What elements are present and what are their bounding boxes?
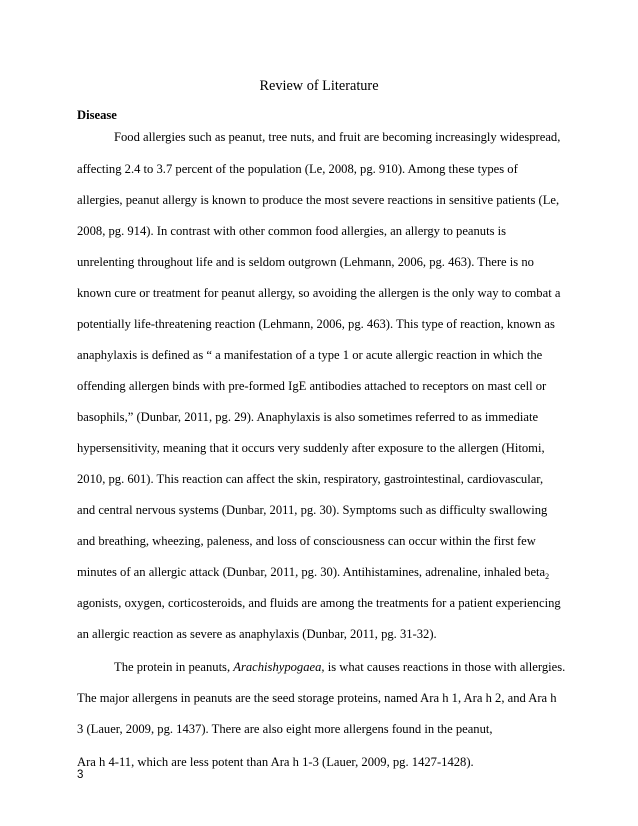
paragraph-1-line-9: offending allergen binds with pre-formed IgE antibodies attached to receptors on mast cell or <box>77 379 547 393</box>
paragraph-1-line-12: 2010, pg. 601). This reaction can affect the skin, respiratory, gastrointestinal, cardiovascular, <box>77 472 544 486</box>
paragraph-1-line-5: unrelenting throughout life and is seldom outgrown (Lehmann, 2006, pg. 463). There is no <box>77 255 534 269</box>
page-title: Review of Literature <box>259 78 379 94</box>
paragraph-1-line-17: an allergic reaction as severe as anaphylaxis (Dunbar, 2011, pg. 31-32). <box>77 627 437 641</box>
paragraph-2-intro: The protein in peanuts, <box>114 660 234 674</box>
paragraph-2-line-2: The major allergens in peanuts are the seed storage proteins, named Ara h 1, Ara h 2, and Ara h <box>77 691 557 705</box>
paragraph-1-line-6: known cure or treatment for peanut allergy, so avoiding the allergen is the only way to combat a <box>77 286 561 300</box>
paragraph-1-line-15 <box>77 563 567 581</box>
paragraph-2-intro-end: is what causes reactions in those with allergies. <box>324 660 566 674</box>
page-number: 3 <box>77 769 84 781</box>
paragraph-2-line-3: 3 (Lauer, 2009, pg. 1437). There are also eight more allergens found in the peanut, <box>77 722 493 736</box>
paragraph-2-line-4: Ara h 4-11, which are less potent than Ara h 1-3 (Lauer, 2009, pg. 1427-1428). <box>77 755 474 769</box>
paragraph-1-line-13: and central nervous systems (Dunbar, 2011, pg. 30). Symptoms such as difficulty swallowing <box>77 503 548 517</box>
paragraph-1-line-2: affecting 2.4 to 3.7 percent of the population (Le, 2008, pg. 910). Among these types of <box>77 162 518 176</box>
paragraph-1-line-1: Food allergies such as peanut, tree nuts, and fruit are becoming increasingly widespread, <box>114 130 561 144</box>
paragraph-1-line-8: anaphylaxis is defined as “ a manifestation of a type 1 or acute allergic reaction in which the <box>77 348 543 362</box>
species-name: Arachishypogaea, <box>233 660 325 674</box>
beta-subscript: 2 <box>545 572 550 581</box>
paragraph-1-line-14: and breathing, wheezing, paleness, and loss of consciousness can occur within the first few <box>77 534 536 548</box>
paragraph-1-line-11: hypersensitivity, meaning that it occurs very suddenly after exposure to the allergen (Hitomi, <box>77 441 545 455</box>
paragraph-1-line-10: basophils,” (Dunbar, 2011, pg. 29). Anaphylaxis is also sometimes referred to as immediate <box>77 410 539 424</box>
section-heading: Disease <box>77 108 117 122</box>
paragraph-1-line-16: agonists, oxygen, corticosteroids, and fluids are among the treatments for a patient experiencing <box>77 596 561 610</box>
paragraph-1-line-7: potentially life-threatening reaction (Lehmann, 2006, pg. 463). This type of reaction, known as <box>77 317 555 331</box>
paragraph-2-line-1 <box>114 658 567 676</box>
line-15-text: minutes of an allergic attack (Dunbar, 2011, pg. 30). Antihistamines, adrenaline, inhaled beta <box>77 565 546 579</box>
paragraph-1-line-4: 2008, pg. 914). In contrast with other common food allergies, an allergy to peanuts is <box>77 224 507 238</box>
paragraph-1-line-3: allergies, peanut allergy is known to produce the most severe reactions in sensitive patients (Le, <box>77 193 560 207</box>
